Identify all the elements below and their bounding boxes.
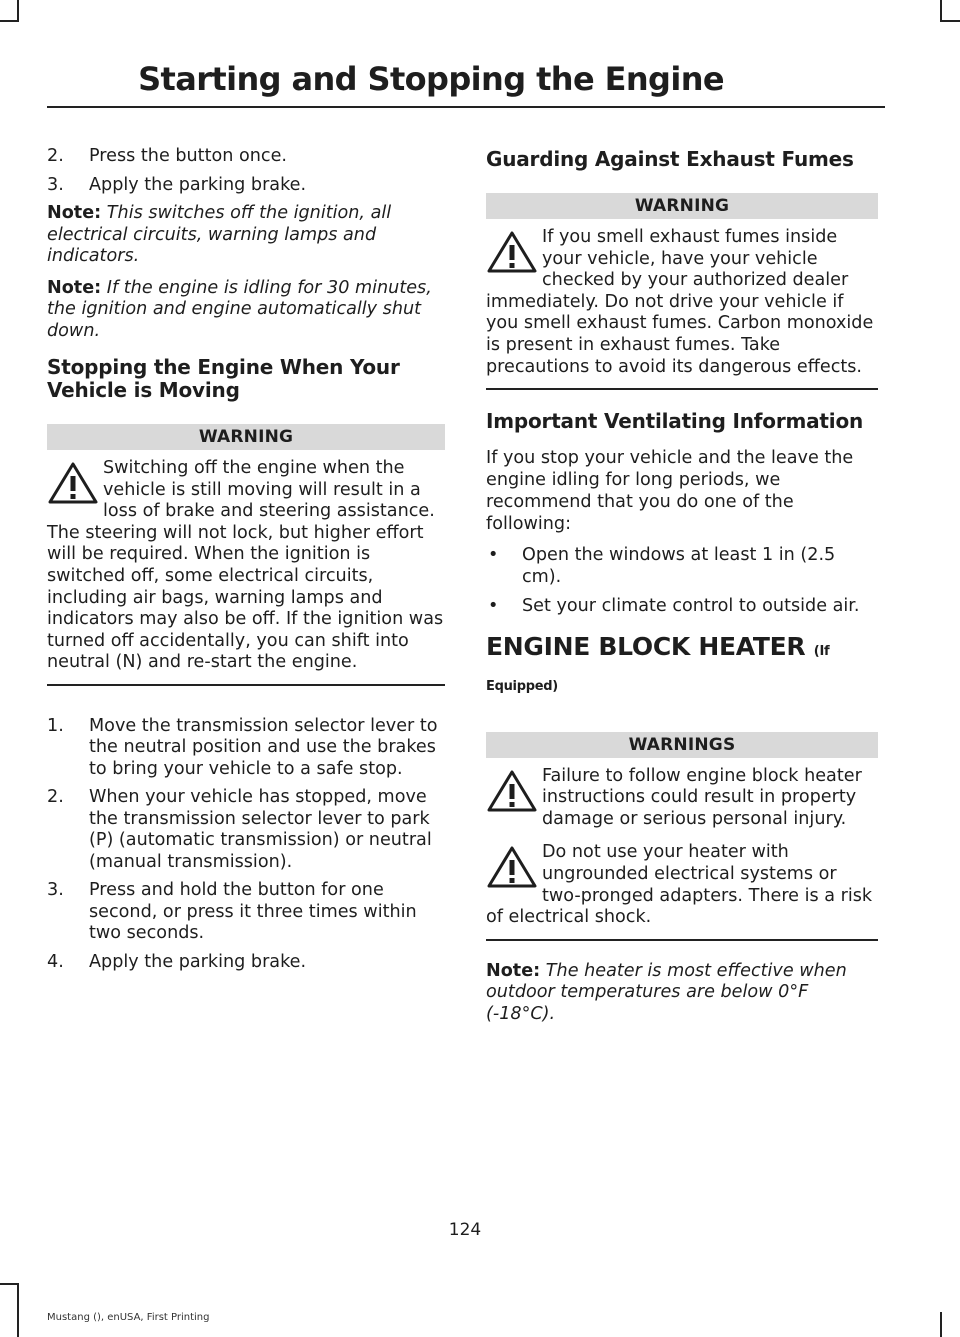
warning-rule <box>47 684 445 686</box>
section-heading: Stopping the Engine When Your Vehicle is Moving <box>47 355 400 402</box>
crop-mark <box>940 20 960 22</box>
crop-mark <box>17 0 19 22</box>
page-title: Starting and Stopping the Engine <box>138 60 724 98</box>
warning-bar: WARNING <box>486 193 878 219</box>
warning-triangle-icon <box>486 844 538 890</box>
warning-rule <box>486 388 878 390</box>
warning-bar: WARNING <box>47 424 445 450</box>
list-item: 1. Move the transmission selector lever to the neutral position and use the brakes to bring your vehicle to a safe stop. <box>47 715 438 779</box>
list-item: 4. Apply the parking brake. <box>47 951 307 972</box>
warning-text: Switching off the engine when the vehicle is still moving will result in a loss of brake and steering assistance. The steering will not lock, but higher effort will be required. When the ignition is switched off, some electrical circuits, including air bags, warning lamps and indicators may also be off. If the ignition was turned off accidentally, you can shift into neutral (N) and re-start the engine. <box>47 458 444 673</box>
crop-mark <box>17 1285 19 1337</box>
note: Note: This switches off the ignition, all electrical circuits, warning lamps and indicators. <box>47 203 392 266</box>
crop-mark <box>940 0 942 22</box>
left-column <box>47 146 445 980</box>
bullet-item: • Open the windows at least 1 in (2.5 cm). <box>488 545 836 587</box>
crop-mark <box>0 20 19 22</box>
warning-triangle-icon <box>486 229 538 275</box>
list-item: 3. Press and hold the button for one second, or press it three times within two seconds. <box>47 880 417 944</box>
right-column <box>486 146 878 1035</box>
list-item: 2. When your vehicle has stopped, move the transmission selector lever to park (P) (automatic transmission) or neutral (manual transmission). <box>47 787 432 872</box>
warning-rule <box>486 939 878 941</box>
list-item: 3. Apply the parking brake. <box>47 174 307 195</box>
note: Note: If the engine is idling for 30 minutes, the ignition and engine automatically shut down. <box>47 277 432 341</box>
section-heading: Important Ventilating Information <box>486 409 864 434</box>
footer-text: Mustang (), enUSA, First Printing <box>47 1312 210 1323</box>
list-item: 2. Press the button once. <box>47 146 287 166</box>
warning-bar: WARNINGS <box>486 732 878 758</box>
paragraph: If you stop your vehicle and the leave the engine idling for long periods, we recommend that you do one of the following: <box>486 448 854 535</box>
warning-triangle-icon <box>486 768 538 814</box>
warning-text: If you smell exhaust fumes inside your vehicle, have your vehicle checked by your authorized dealer immediately. Do not drive your vehicle if you smell exhaust fumes. Carbon monoxide is present in exhaust fumes. Take precautions to avoid its dangerous effects. <box>486 227 874 377</box>
page-number: 124 <box>448 1220 482 1240</box>
warning-text: Do not use your heater with ungrounded electrical systems or two-pronged adapters. There is a risk of electrical shock. <box>486 842 873 928</box>
bullet-item: • Set your climate control to outside air. <box>488 596 860 617</box>
warning-text: Failure to follow engine block heater instructions could result in property damage or serious personal injury. <box>486 766 878 831</box>
chapter-heading: ENGINE BLOCK HEATER (If Equipped) <box>486 631 830 694</box>
warning-triangle-icon <box>47 460 99 506</box>
section-heading: Guarding Against Exhaust Fumes <box>486 147 854 171</box>
crop-mark <box>940 1312 942 1337</box>
crop-mark <box>0 1283 19 1285</box>
header-rule <box>47 106 885 108</box>
note: Note: The heater is most effective when outdoor temperatures are below 0°F (-18°C). <box>486 960 847 1024</box>
